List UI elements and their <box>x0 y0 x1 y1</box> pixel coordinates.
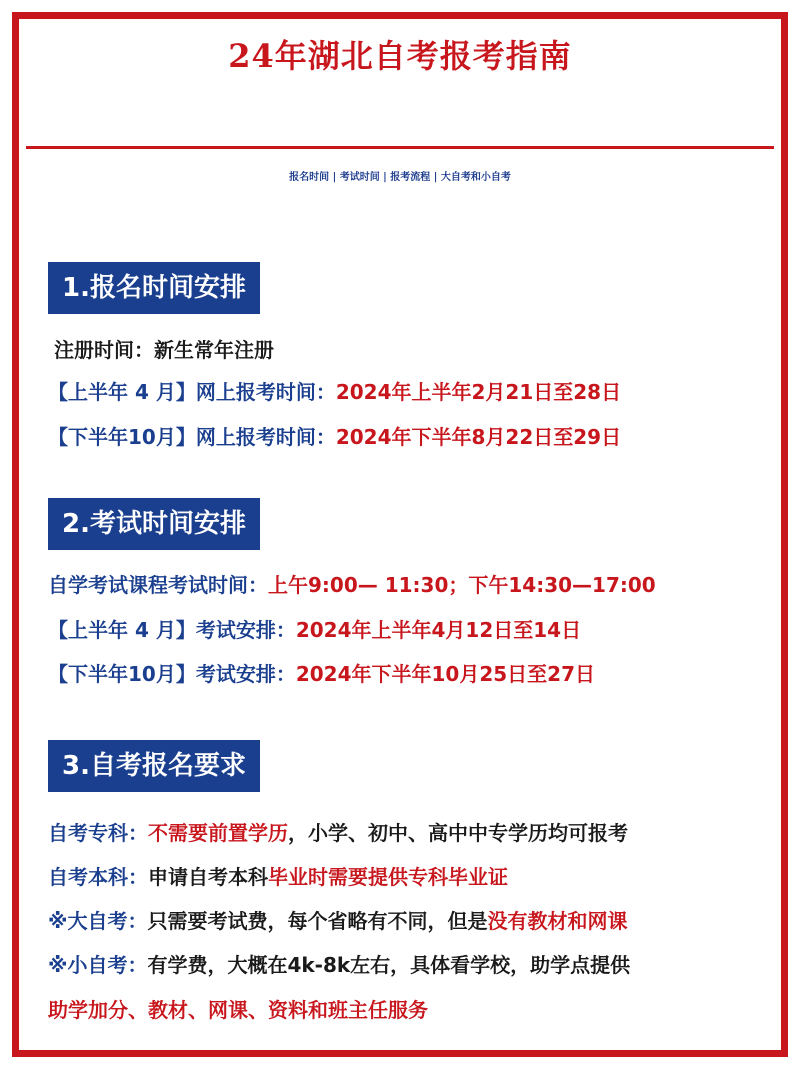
exam-hours-label: 自学考试课程考试时间： <box>48 573 268 597</box>
section-heading-requirements: 3.自考报名要求 <box>48 740 260 792</box>
small-self-study-highlight: 助学加分、教材、网课、资料和班主任服务 <box>48 998 428 1022</box>
bachelor-highlight: 毕业时需要提供专科毕业证 <box>268 865 508 889</box>
big-self-study-text: 只需要考试费，每个省略有不同，但是 <box>147 909 488 933</box>
big-self-study-line <box>48 909 627 933</box>
spring-exam-label: 【上半年 4 月】考试安排： <box>48 618 296 642</box>
autumn-exam-line <box>48 662 595 686</box>
page-title: 24年湖北自考报考指南 <box>228 37 572 75</box>
spring-apply-label: 【上半年 4 月】网上报考时间： <box>48 380 336 404</box>
exam-hours-value: 上午9:00— 11:30；下午14:30—17:00 <box>268 573 656 597</box>
exam-hours-line <box>48 573 656 597</box>
registration-label: 注册时间： <box>54 338 154 362</box>
autumn-apply-label: 【下半年10月】网上报考时间： <box>48 425 336 449</box>
registration-line <box>54 338 274 362</box>
autumn-apply-line <box>48 425 621 449</box>
title-divider <box>26 146 774 149</box>
autumn-exam-value: 2024年下半年10月25日至27日 <box>295 662 596 686</box>
page-subtitle: 报名时间 | 考试时间 | 报考流程 | 大自考和小自考 <box>289 172 511 183</box>
bachelor-label: 自考本科： <box>48 865 148 889</box>
small-self-study-label: ※小自考： <box>48 953 148 977</box>
big-self-study-highlight: 没有教材和网课 <box>487 909 628 933</box>
section-heading-registration-time: 1.报名时间安排 <box>48 262 260 314</box>
spring-apply-line <box>48 380 621 404</box>
junior-college-highlight: 不需要前置学历 <box>148 821 288 845</box>
spring-exam-value: 2024年上半年4月12日至14日 <box>295 618 582 642</box>
spring-apply-value: 2024年上半年2月21日至28日 <box>335 380 622 404</box>
junior-college-line <box>48 821 628 845</box>
small-self-study-line <box>48 953 630 977</box>
junior-college-text: ，小学、初中、高中中专学历均可报考 <box>288 821 628 845</box>
registration-value: 新生常年注册 <box>154 338 274 362</box>
autumn-exam-label: 【下半年10月】考试安排： <box>48 662 296 686</box>
section-heading-exam-time: 2.考试时间安排 <box>48 498 260 550</box>
autumn-apply-value: 2024年下半年8月22日至29日 <box>335 425 622 449</box>
bachelor-line <box>48 865 508 889</box>
junior-college-label: 自考专科： <box>48 821 148 845</box>
small-self-study-services-line <box>48 998 428 1022</box>
small-self-study-text: 有学费，大概在4k-8k左右，具体看学校，助学点提供 <box>147 953 631 977</box>
spring-exam-line <box>48 618 581 642</box>
bachelor-text: 申请自考本科 <box>148 865 268 889</box>
big-self-study-label: ※大自考： <box>48 909 148 933</box>
